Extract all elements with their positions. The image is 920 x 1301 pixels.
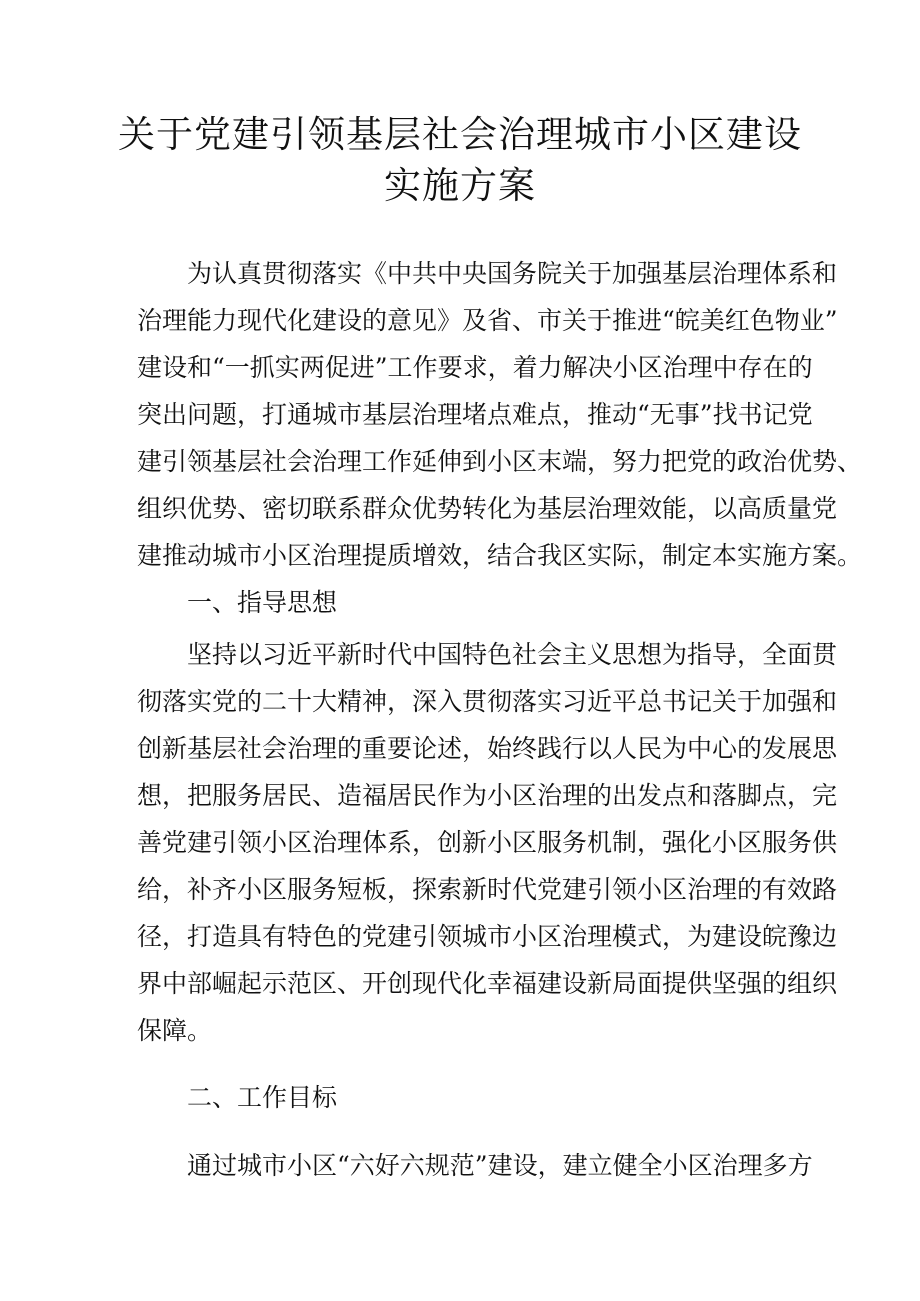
intro-paragraph-line: 治理能力现代化建设的意见》及省、市关于推进“皖美红色物业” (137, 306, 838, 335)
section-heading-guiding-ideology: 一、指导思想 (187, 588, 338, 617)
document-title-line-2: 实施方案 (384, 164, 536, 207)
intro-paragraph-line: 为认真贯彻落实《中共中央国务院关于加强基层治理体系和 (187, 259, 838, 288)
section1-paragraph-line: 彻落实党的二十大精神，深入贯彻落实习近平总书记关于加强和 (137, 687, 838, 716)
intro-paragraph-line: 建设和“一抓实两促进”工作要求，着力解决小区治理中存在的 (137, 353, 813, 382)
section1-paragraph-line: 径，打造具有特色的党建引领城市小区治理模式，为建设皖豫边 (137, 922, 838, 951)
section1-paragraph-line: 想，把服务居民、造福居民作为小区治理的出发点和落脚点，完 (137, 781, 838, 810)
document-title-line-1: 关于党建引领基层社会治理城市小区建设 (118, 113, 802, 156)
section1-paragraph-line: 创新基层社会治理的重要论述，始终践行以人民为中心的发展思 (137, 734, 838, 763)
section-heading-work-goals: 二、工作目标 (187, 1083, 338, 1112)
intro-paragraph-line: 建引领基层社会治理工作延伸到小区末端，努力把党的政治优势、 (137, 447, 863, 476)
section1-paragraph-line: 给，补齐小区服务短板，探索新时代党建引领小区治理的有效路 (137, 875, 838, 904)
section1-paragraph-line: 保障。 (137, 1016, 213, 1045)
section1-paragraph-line: 坚持以习近平新时代中国特色社会主义思想为指导，全面贯 (187, 640, 838, 669)
section1-paragraph-line: 善党建引领小区治理体系，创新小区服务机制，强化小区服务供 (137, 828, 838, 857)
intro-paragraph-line: 建推动城市小区治理提质增效，结合我区实际，制定本实施方案。 (137, 541, 863, 570)
section2-paragraph-line: 通过城市小区“六好六规范”建设，建立健全小区治理多方 (187, 1151, 813, 1180)
section1-paragraph-line: 界中部崛起示范区、开创现代化幸福建设新局面提供坚强的组织 (137, 969, 838, 998)
intro-paragraph-line: 组织优势、密切联系群众优势转化为基层治理效能，以高质量党 (137, 494, 838, 523)
intro-paragraph-line: 突出问题，打通城市基层治理堵点难点，推动“无事”找书记党 (137, 400, 813, 429)
